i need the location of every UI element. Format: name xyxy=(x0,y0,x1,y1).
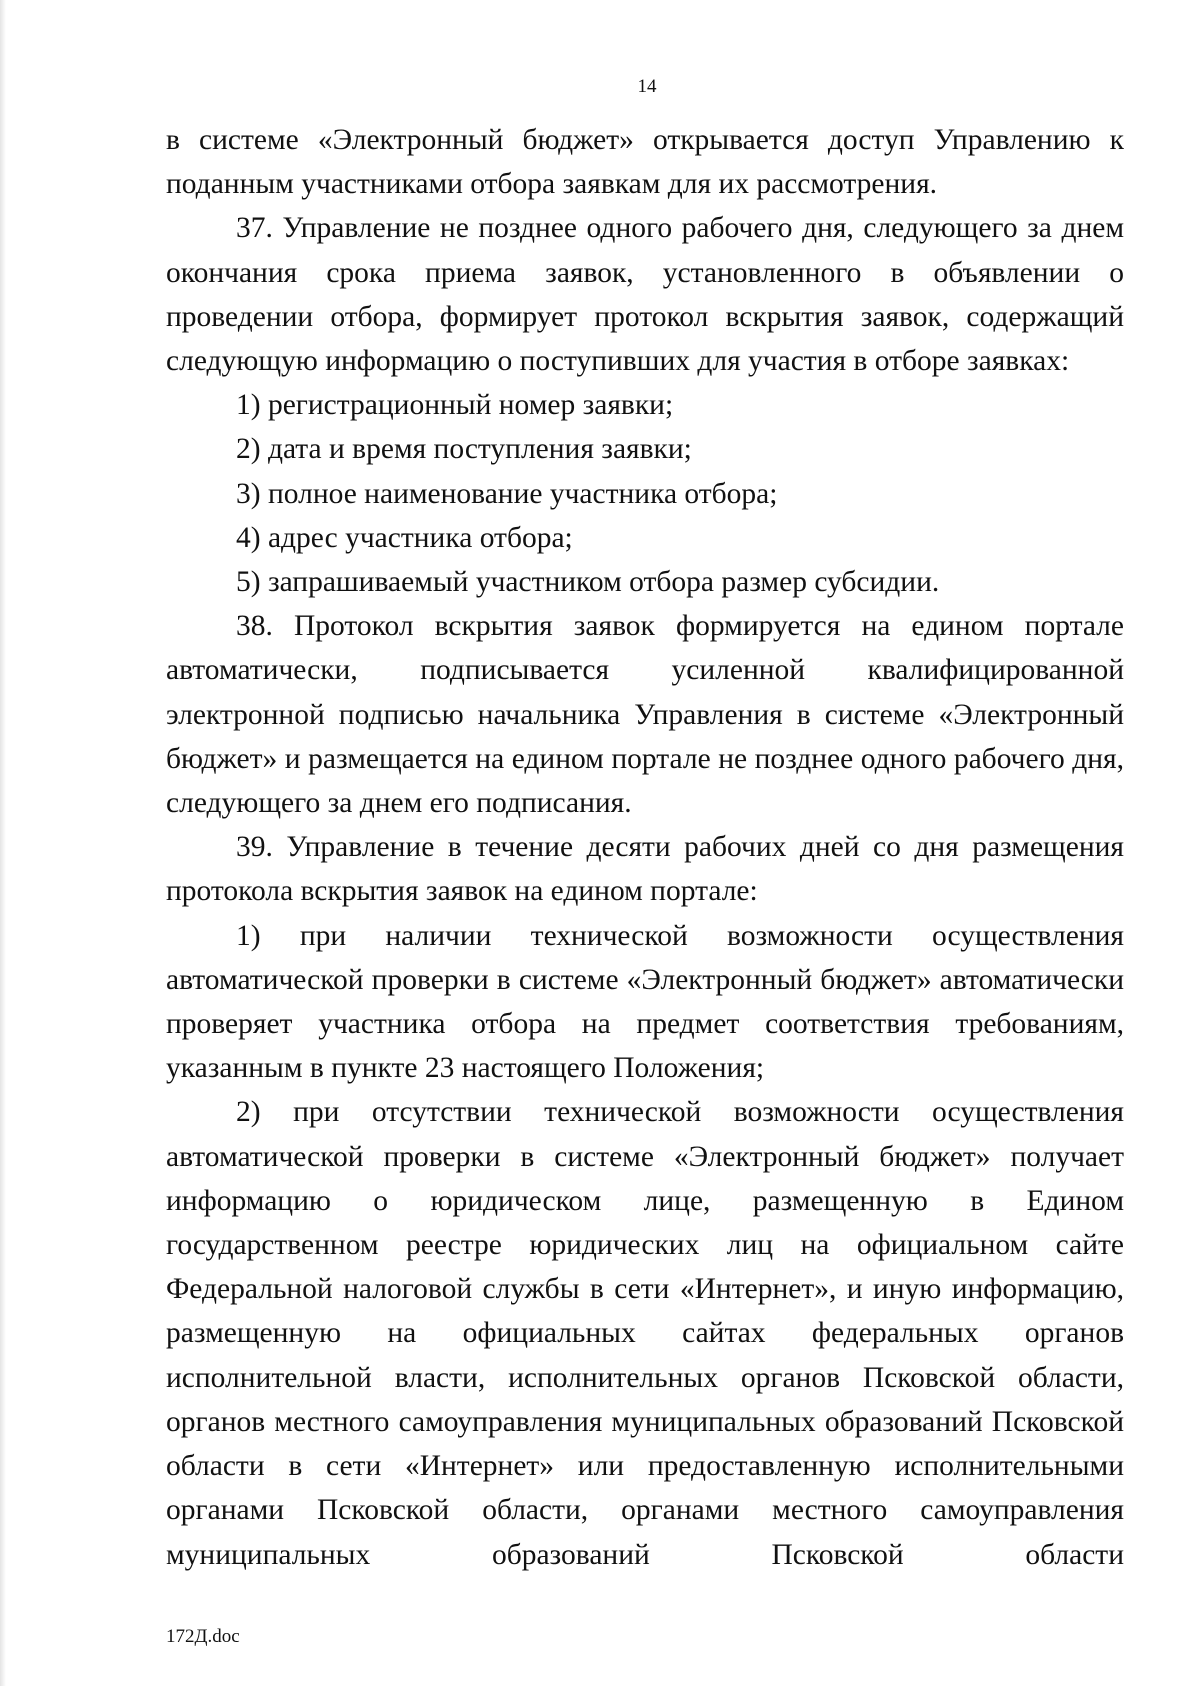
scan-edge-shadow xyxy=(0,0,6,1686)
paragraph-item-37: 37. Управление не позднее одного рабочего дня, следующего за днем окончания срока приема заявок, установленного в объявлении о проведении отбора, формирует протокол вскрытия заявок, содержащий следующую информацию о поступивших для участия в отборе заявках: xyxy=(166,212,1124,378)
paragraph-continuation: в системе «Электронный бюджет» открывается доступ Управлению к поданным участниками отбора заявкам для их рассмотрения. xyxy=(166,124,1124,201)
paragraph-item-39: 39. Управление в течение десяти рабочих дней со дня размещения протокола вскрытия заявок на едином портале: xyxy=(166,831,1124,908)
document-body xyxy=(166,118,1124,1577)
page-number: 14 xyxy=(637,76,657,97)
list-item-37-1: 1) регистрационный номер заявки; xyxy=(236,389,674,422)
list-item-37-2: 2) дата и время поступления заявки; xyxy=(236,433,692,466)
paragraph-item-38: 38. Протокол вскрытия заявок формируется на едином портале автоматически, подписывается усиленной квалифицированной электронной подписью начальника Управления в системе «Электронный бюджет» и размещается на едином портале не позднее одного рабочего дня, следующего за днем его подписания. xyxy=(166,610,1124,820)
list-item-37-4: 4) адрес участника отбора; xyxy=(236,521,573,554)
footer-filename: 172Д.doc xyxy=(166,1626,240,1647)
list-item-37-3: 3) полное наименование участника отбора; xyxy=(236,477,778,510)
list-item-37-5: 5) запрашиваемый участником отбора размер субсидии. xyxy=(236,566,940,599)
list-item-39-1: 1) при наличии технической возможности осуществления автоматической проверки в системе «Электронный бюджет» автоматически проверяет участника отбора на предмет соответствия требованиям, указанным в пункте 23 настоящего Положения; xyxy=(166,919,1124,1085)
list-item-39-2: 2) при отсутствии технической возможности осуществления автоматической проверки в системе «Электронный бюджет» получает информацию о юридическом лице, размещенную в Едином государственном реестре юридических лиц на официальном сайте Федеральной налоговой службы в сети «Интернет», и иную информацию, размещенную на официальных сайтах федеральных органов исполнительной власти, исполнительных органов Псковской области, органов местного самоуправления муниципальных образований Псковской области в сети «Интернет» или предоставленную исполнительными органами Псковской области, органами местного самоуправления муниципальных образований Псковской области xyxy=(166,1096,1124,1571)
